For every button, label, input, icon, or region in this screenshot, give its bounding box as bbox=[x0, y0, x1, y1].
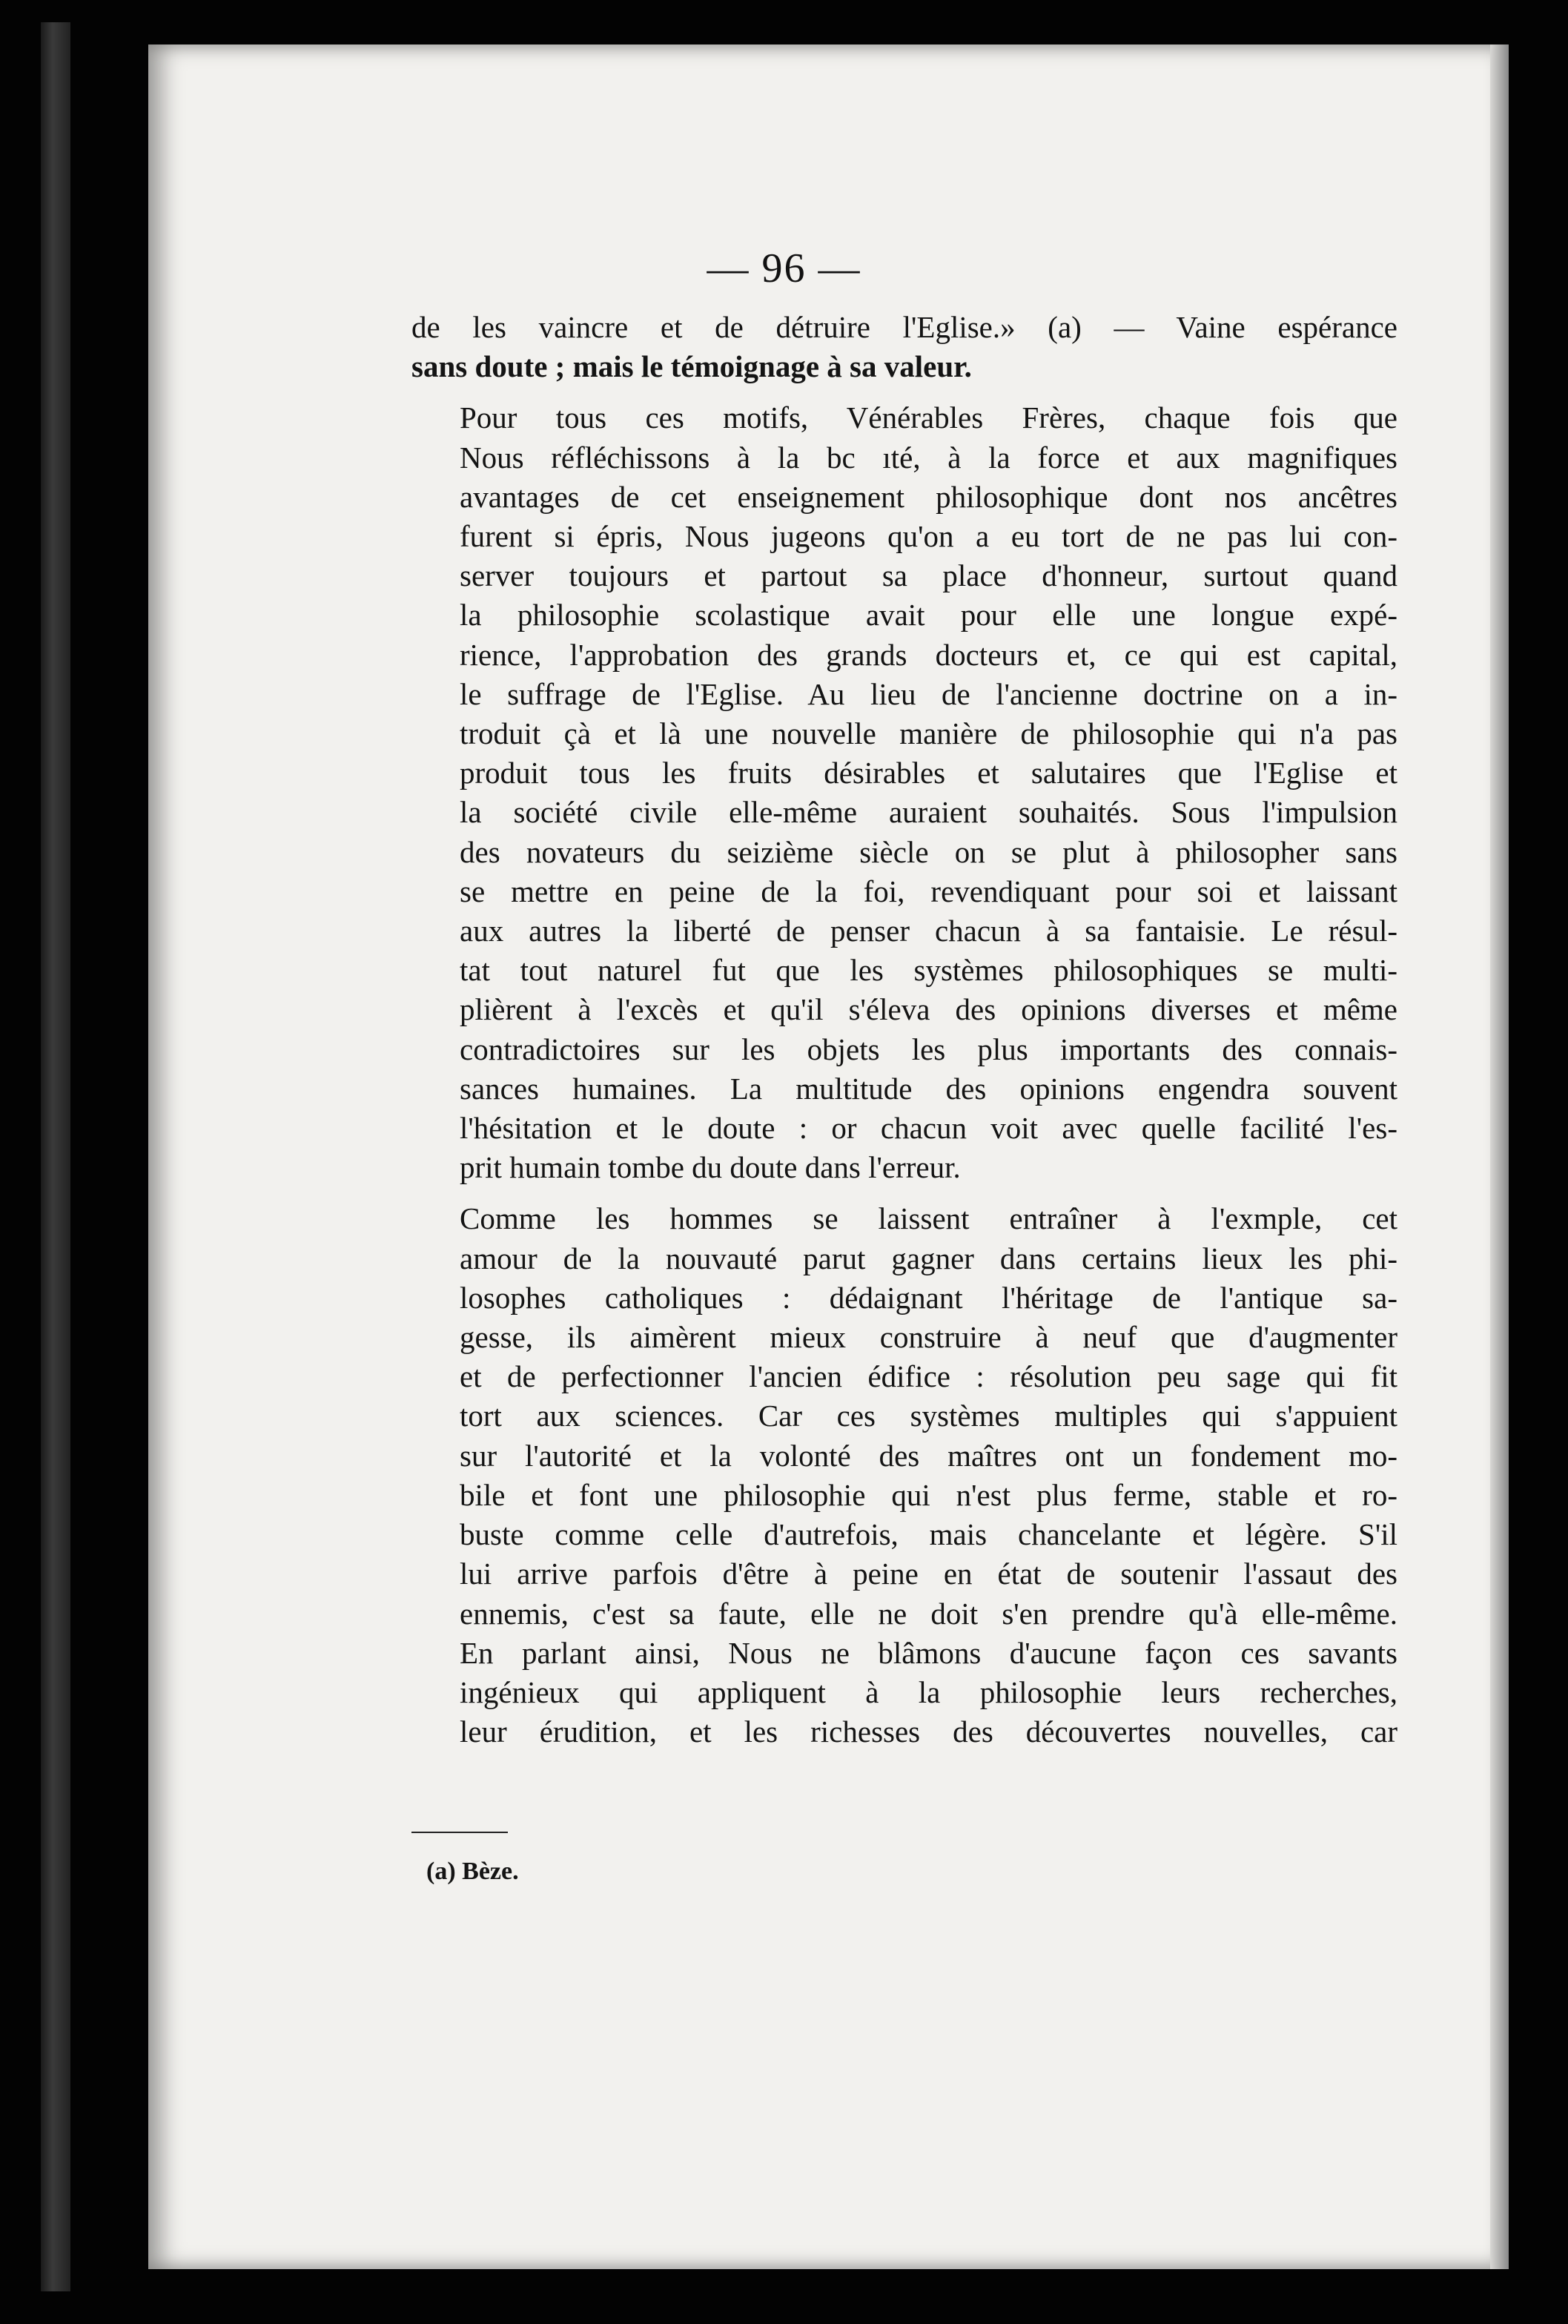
text-line: et de perfectionner l'ancien édifice : résolution peu sage qui fit bbox=[460, 1359, 1397, 1394]
text-line: furent si épris, Nous jugeons qu'on a eu tort de ne pas lui con- bbox=[460, 519, 1397, 554]
text-line: gesse, ils aimèrent mieux construire à neuf que d'augmenter bbox=[460, 1320, 1397, 1355]
scan-left-edge bbox=[41, 22, 70, 2291]
text-line: server toujours et partout sa place d'honneur, surtout quand bbox=[460, 558, 1397, 593]
paragraph bbox=[411, 1199, 1397, 1752]
paragraph-continuation bbox=[411, 308, 1397, 386]
text-line: Nous réfléchissons à la bc ıté, à la force et aux magnifiques bbox=[460, 440, 1397, 475]
text-line: ennemis, c'est sa faute, elle ne doit s'en prendre qu'à elle-même. bbox=[460, 1596, 1397, 1631]
text-line: l'hésitation et le doute : or chacun voit avec quelle facilité l'es- bbox=[460, 1111, 1397, 1146]
page-number: — 96 — bbox=[707, 245, 861, 291]
text-line: sans doute ; mais le témoignage à sa valeur. bbox=[411, 349, 972, 384]
footnote: (a) Bèze. bbox=[426, 1858, 519, 1885]
text-line: troduit çà et là une nouvelle manière de philosophie qui n'a pas bbox=[460, 716, 1397, 751]
text-line: sur l'autorité et la volonté des maîtres ont un fondement mo- bbox=[460, 1438, 1397, 1473]
text-line: avantages de cet enseignement philosophique dont nos ancêtres bbox=[460, 479, 1397, 514]
text-line: Pour tous ces motifs, Vénérables Frères, chaque fois que bbox=[460, 400, 1397, 435]
text-line: produit tous les fruits désirables et salutaires que l'Eglise et bbox=[460, 756, 1397, 790]
text-line: buste comme celle d'autrefois, mais chancelante et légère. S'il bbox=[460, 1517, 1397, 1552]
text-line: Comme les hommes se laissent entraîner à l'exmple, cet bbox=[460, 1201, 1397, 1236]
text-line: tort aux sciences. Car ces systèmes multiples qui s'appuient bbox=[460, 1399, 1397, 1433]
text-line: la société civile elle-même auraient souhaités. Sous l'impulsion bbox=[460, 795, 1397, 830]
text-line: des novateurs du seizième siècle on se plut à philosopher sans bbox=[460, 834, 1397, 869]
text-line: bile et font une philosophie qui n'est plus ferme, stable et ro- bbox=[460, 1477, 1397, 1512]
text-line: contradictoires sur les objets les plus importants des connais- bbox=[460, 1031, 1397, 1066]
text-line: leur érudition, et les richesses des découvertes nouvelles, car bbox=[460, 1714, 1397, 1749]
text-line: le suffrage de l'Eglise. Au lieu de l'ancienne doctrine on a in- bbox=[460, 676, 1397, 711]
text-line: prit humain tombe du doute dans l'erreur. bbox=[460, 1150, 961, 1185]
text-line: se mettre en peine de la foi, revendiquant pour soi et laissant bbox=[460, 874, 1397, 908]
text-line: de les vaincre et de détruire l'Eglise.» (a) — Vaine espérance bbox=[411, 310, 1397, 344]
text-line: ingénieux qui appliquent à la philosophie leurs recherches, bbox=[460, 1674, 1397, 1709]
text-line: rience, l'approbation des grands docteurs et, ce qui est capital, bbox=[460, 637, 1397, 672]
page-right-edge bbox=[1490, 44, 1509, 2269]
text-line: lui arrive parfois d'être à peine en état de soutenir l'assaut des bbox=[460, 1557, 1397, 1591]
body-text bbox=[411, 308, 1397, 1763]
paragraph bbox=[411, 398, 1397, 1187]
text-line: tat tout naturel fut que les systèmes philosophiques se multi- bbox=[460, 953, 1397, 988]
text-line: la philosophie scolastique avait pour elle une longue expé- bbox=[460, 598, 1397, 633]
text-line: amour de la nouvauté parut gagner dans certains lieux les phi- bbox=[460, 1241, 1397, 1275]
footnote-divider bbox=[411, 1832, 508, 1833]
text-line: aux autres la liberté de penser chacun à sa fantaisie. Le résul- bbox=[460, 914, 1397, 948]
text-line: plièrent à l'excès et qu'il s'éleva des opinions diverses et même bbox=[460, 992, 1397, 1027]
text-line: En parlant ainsi, Nous ne blâmons d'aucune façon ces savants bbox=[460, 1635, 1397, 1670]
text-line: sances humaines. La multitude des opinions engendra souvent bbox=[460, 1071, 1397, 1106]
text-line: losophes catholiques : dédaignant l'héritage de l'antique sa- bbox=[460, 1280, 1397, 1315]
